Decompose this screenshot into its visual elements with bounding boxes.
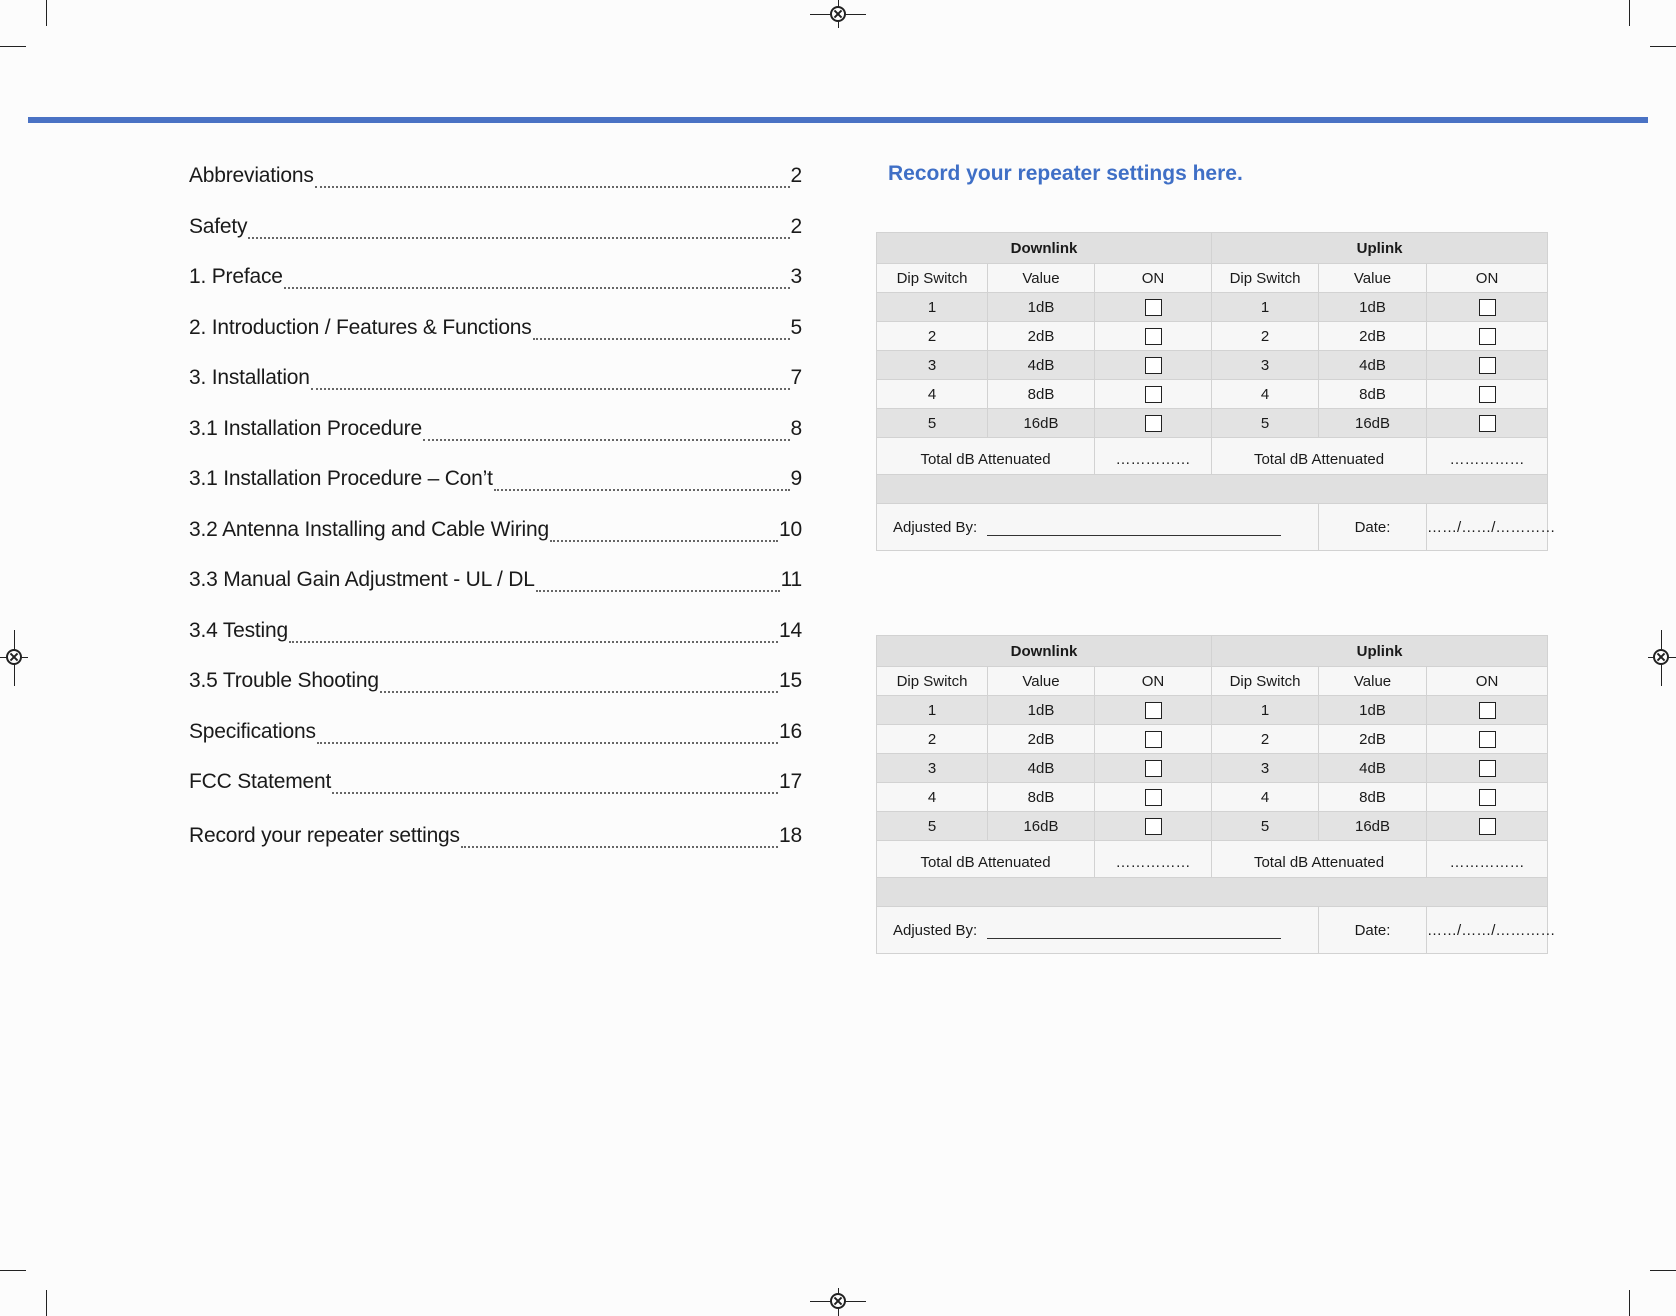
dip-value: 16dB [1319, 812, 1427, 841]
crop-mark-top-right-h [1650, 46, 1676, 47]
toc-item [189, 770, 802, 800]
toc-title: Abbreviations [189, 164, 314, 187]
adjusted-by-cell[interactable] [877, 504, 1319, 551]
registration-target-icon [830, 6, 846, 22]
date-label: Date: [1319, 504, 1427, 551]
crop-mark-top-right [1629, 0, 1630, 26]
toc-item [189, 720, 802, 750]
toc-item [189, 518, 802, 548]
on-checkbox[interactable] [1145, 789, 1162, 806]
header-rule [28, 117, 1648, 123]
toc-title: 3.3 Manual Gain Adjustment - UL / DL [189, 568, 535, 591]
settings-table [876, 635, 1556, 954]
toc-page: 16 [779, 720, 802, 743]
table-row [877, 380, 1548, 409]
dip-switch-number: 2 [1212, 322, 1319, 351]
crop-mark-bottom-right [1629, 1290, 1630, 1316]
dip-value: 4dB [988, 351, 1095, 380]
toc-title: 3.5 Trouble Shooting [189, 669, 379, 692]
on-checkbox[interactable] [1479, 818, 1496, 835]
registration-target-icon [1653, 649, 1669, 665]
on-checkbox-cell [1095, 380, 1212, 409]
on-checkbox-cell [1427, 322, 1548, 351]
toc-title: FCC Statement [189, 770, 332, 793]
on-checkbox[interactable] [1145, 702, 1162, 719]
toc-page: 2 [790, 164, 802, 187]
dip-value: 16dB [988, 409, 1095, 438]
dip-switch-number: 3 [1212, 351, 1319, 380]
dip-value: 2dB [1319, 725, 1427, 754]
toc-page: 11 [780, 568, 802, 591]
registration-target-icon [830, 1293, 846, 1309]
record-settings-heading: Record your repeater settings here. [888, 162, 1243, 185]
on-checkbox[interactable] [1145, 299, 1162, 316]
col-on: ON [1427, 264, 1548, 293]
dip-value: 4dB [1319, 754, 1427, 783]
total-attenuated-label: Total dB Attenuated [1212, 438, 1427, 475]
dip-value: 1dB [988, 293, 1095, 322]
on-checkbox-cell [1427, 696, 1548, 725]
dip-value: 1dB [988, 696, 1095, 725]
on-checkbox-cell [1095, 783, 1212, 812]
table-row [877, 754, 1548, 783]
on-checkbox[interactable] [1145, 328, 1162, 345]
toc-item [189, 265, 802, 295]
on-checkbox-cell [1427, 754, 1548, 783]
downlink-header: Downlink [877, 233, 1212, 264]
dip-value: 2dB [988, 322, 1095, 351]
on-checkbox[interactable] [1145, 731, 1162, 748]
adjusted-by-cell[interactable] [877, 907, 1319, 954]
dip-value: 1dB [1319, 293, 1427, 322]
dip-switch-number: 1 [1212, 293, 1319, 322]
total-attenuated-blank[interactable]: …………… [1095, 438, 1212, 475]
toc-leader [315, 186, 790, 188]
col-dip-switch: Dip Switch [1212, 667, 1319, 696]
total-attenuated-blank[interactable]: …………… [1427, 438, 1548, 475]
crop-mark-top-left [46, 0, 47, 26]
on-checkbox[interactable] [1479, 357, 1496, 374]
toc-page: 17 [779, 770, 802, 793]
on-checkbox[interactable] [1145, 760, 1162, 777]
toc-item [189, 824, 802, 854]
adjusted-by-line[interactable] [987, 521, 1281, 536]
on-checkbox[interactable] [1145, 357, 1162, 374]
toc-page: 18 [779, 824, 802, 847]
adjusted-by-label: Adjusted By: [893, 518, 978, 536]
registration-target-icon [6, 649, 22, 665]
col-dip-switch: Dip Switch [877, 667, 988, 696]
toc-page: 9 [790, 467, 802, 490]
spacer-row [877, 475, 1548, 504]
col-on: ON [1427, 667, 1548, 696]
col-on: ON [1095, 264, 1212, 293]
toc-leader [284, 287, 790, 289]
dip-value: 16dB [1319, 409, 1427, 438]
on-checkbox[interactable] [1479, 328, 1496, 345]
col-value: Value [1319, 667, 1427, 696]
table-row [877, 725, 1548, 754]
on-checkbox[interactable] [1479, 386, 1496, 403]
on-checkbox-cell [1427, 812, 1548, 841]
on-checkbox[interactable] [1479, 702, 1496, 719]
toc-page: 2 [790, 215, 802, 238]
table-row [877, 293, 1548, 322]
date-blank[interactable]: ……/……/………… [1427, 504, 1548, 551]
toc-leader [248, 237, 789, 239]
date-blank[interactable]: ……/……/………… [1427, 907, 1548, 954]
dip-switch-number: 3 [877, 351, 988, 380]
total-attenuated-label: Total dB Attenuated [877, 841, 1095, 878]
toc-item [189, 669, 802, 699]
toc-leader [311, 388, 790, 390]
col-dip-switch: Dip Switch [1212, 264, 1319, 293]
on-checkbox-cell [1427, 409, 1548, 438]
toc-leader [533, 338, 790, 340]
toc-leader [461, 846, 778, 848]
toc-item [189, 467, 802, 497]
dip-switch-number: 2 [1212, 725, 1319, 754]
on-checkbox-cell [1095, 754, 1212, 783]
toc-item [189, 366, 802, 396]
crop-mark-top-left-h [0, 46, 26, 47]
crop-mark-bottom-left-h [0, 1270, 26, 1271]
crop-mark-bottom-left [46, 1290, 47, 1316]
toc-item [189, 417, 802, 447]
on-checkbox[interactable] [1479, 299, 1496, 316]
toc-leader [289, 641, 778, 643]
toc-item [189, 164, 802, 194]
table-row [877, 812, 1548, 841]
toc-title: Record your repeater settings [189, 824, 460, 847]
on-checkbox[interactable] [1479, 789, 1496, 806]
toc-leader [332, 792, 778, 794]
toc-page: 5 [790, 316, 802, 339]
dip-switch-number: 5 [877, 409, 988, 438]
toc-title: Specifications [189, 720, 316, 743]
dip-value: 8dB [988, 380, 1095, 409]
toc-page: 15 [779, 669, 802, 692]
toc-leader [494, 489, 790, 491]
table-row [877, 696, 1548, 725]
col-value: Value [1319, 264, 1427, 293]
total-attenuated-blank[interactable]: …………… [1095, 841, 1212, 878]
dip-value: 4dB [1319, 351, 1427, 380]
crop-mark-bottom-right-h [1650, 1270, 1676, 1271]
total-attenuated-blank[interactable]: …………… [1427, 841, 1548, 878]
on-checkbox[interactable] [1479, 731, 1496, 748]
total-attenuated-label: Total dB Attenuated [877, 438, 1095, 475]
dip-switch-number: 4 [877, 380, 988, 409]
uplink-header: Uplink [1212, 636, 1548, 667]
downlink-header: Downlink [877, 636, 1212, 667]
dip-switch-number: 4 [1212, 783, 1319, 812]
dip-value: 1dB [1319, 696, 1427, 725]
toc-title: 2. Introduction / Features & Functions [189, 316, 532, 339]
on-checkbox[interactable] [1145, 415, 1162, 432]
dip-switch-number: 5 [877, 812, 988, 841]
on-checkbox-cell [1095, 725, 1212, 754]
col-dip-switch: Dip Switch [877, 264, 988, 293]
table-row [877, 351, 1548, 380]
toc-item [189, 619, 802, 649]
toc-title: 3.2 Antenna Installing and Cable Wiring [189, 518, 549, 541]
toc-page: 8 [790, 417, 802, 440]
on-checkbox-cell [1427, 293, 1548, 322]
col-value: Value [988, 264, 1095, 293]
toc-leader [550, 540, 778, 542]
dip-switch-number: 4 [1212, 380, 1319, 409]
on-checkbox[interactable] [1479, 415, 1496, 432]
on-checkbox[interactable] [1145, 386, 1162, 403]
dip-switch-number: 3 [1212, 754, 1319, 783]
date-label: Date: [1319, 907, 1427, 954]
settings-table [876, 232, 1556, 551]
on-checkbox-cell [1427, 725, 1548, 754]
toc-title: Safety [189, 215, 248, 238]
toc-leader [317, 742, 778, 744]
on-checkbox-cell [1427, 783, 1548, 812]
dip-value: 8dB [1319, 783, 1427, 812]
dip-value: 2dB [1319, 322, 1427, 351]
toc-page: 3 [790, 265, 802, 288]
toc-page: 7 [790, 366, 802, 389]
table-row [877, 783, 1548, 812]
toc-page: 10 [779, 518, 802, 541]
dip-switch-number: 1 [877, 293, 988, 322]
on-checkbox-cell [1095, 409, 1212, 438]
adjusted-by-label: Adjusted By: [893, 921, 978, 939]
toc-leader [380, 691, 778, 693]
toc-title: 3. Installation [189, 366, 310, 389]
dip-value: 8dB [1319, 380, 1427, 409]
on-checkbox-cell [1095, 322, 1212, 351]
toc-page: 14 [779, 619, 802, 642]
table-row [877, 322, 1548, 351]
dip-switch-number: 2 [877, 725, 988, 754]
toc-title: 3.1 Installation Procedure [189, 417, 422, 440]
dip-switch-number: 3 [877, 754, 988, 783]
dip-switch-number: 2 [877, 322, 988, 351]
table-row [877, 409, 1548, 438]
dip-value: 4dB [988, 754, 1095, 783]
dip-value: 2dB [988, 725, 1095, 754]
on-checkbox[interactable] [1479, 760, 1496, 777]
spacer-row [877, 878, 1548, 907]
on-checkbox-cell [1095, 696, 1212, 725]
dip-switch-number: 4 [877, 783, 988, 812]
uplink-header: Uplink [1212, 233, 1548, 264]
total-attenuated-label: Total dB Attenuated [1212, 841, 1427, 878]
toc-leader [536, 590, 780, 592]
dip-switch-number: 1 [877, 696, 988, 725]
on-checkbox-cell [1427, 380, 1548, 409]
dip-value: 16dB [988, 812, 1095, 841]
on-checkbox-cell [1427, 351, 1548, 380]
on-checkbox-cell [1095, 812, 1212, 841]
toc-item [189, 568, 802, 598]
adjusted-by-line[interactable] [987, 924, 1281, 939]
toc-leader [423, 439, 790, 441]
on-checkbox[interactable] [1145, 818, 1162, 835]
toc-title: 1. Preface [189, 265, 283, 288]
dip-switch-number: 1 [1212, 696, 1319, 725]
dip-value: 8dB [988, 783, 1095, 812]
col-value: Value [988, 667, 1095, 696]
toc-title: 3.1 Installation Procedure – Con’t [189, 467, 493, 490]
col-on: ON [1095, 667, 1212, 696]
toc-item [189, 316, 802, 346]
toc-title: 3.4 Testing [189, 619, 288, 642]
on-checkbox-cell [1095, 293, 1212, 322]
dip-switch-number: 5 [1212, 409, 1319, 438]
toc-item [189, 215, 802, 245]
on-checkbox-cell [1095, 351, 1212, 380]
dip-switch-number: 5 [1212, 812, 1319, 841]
